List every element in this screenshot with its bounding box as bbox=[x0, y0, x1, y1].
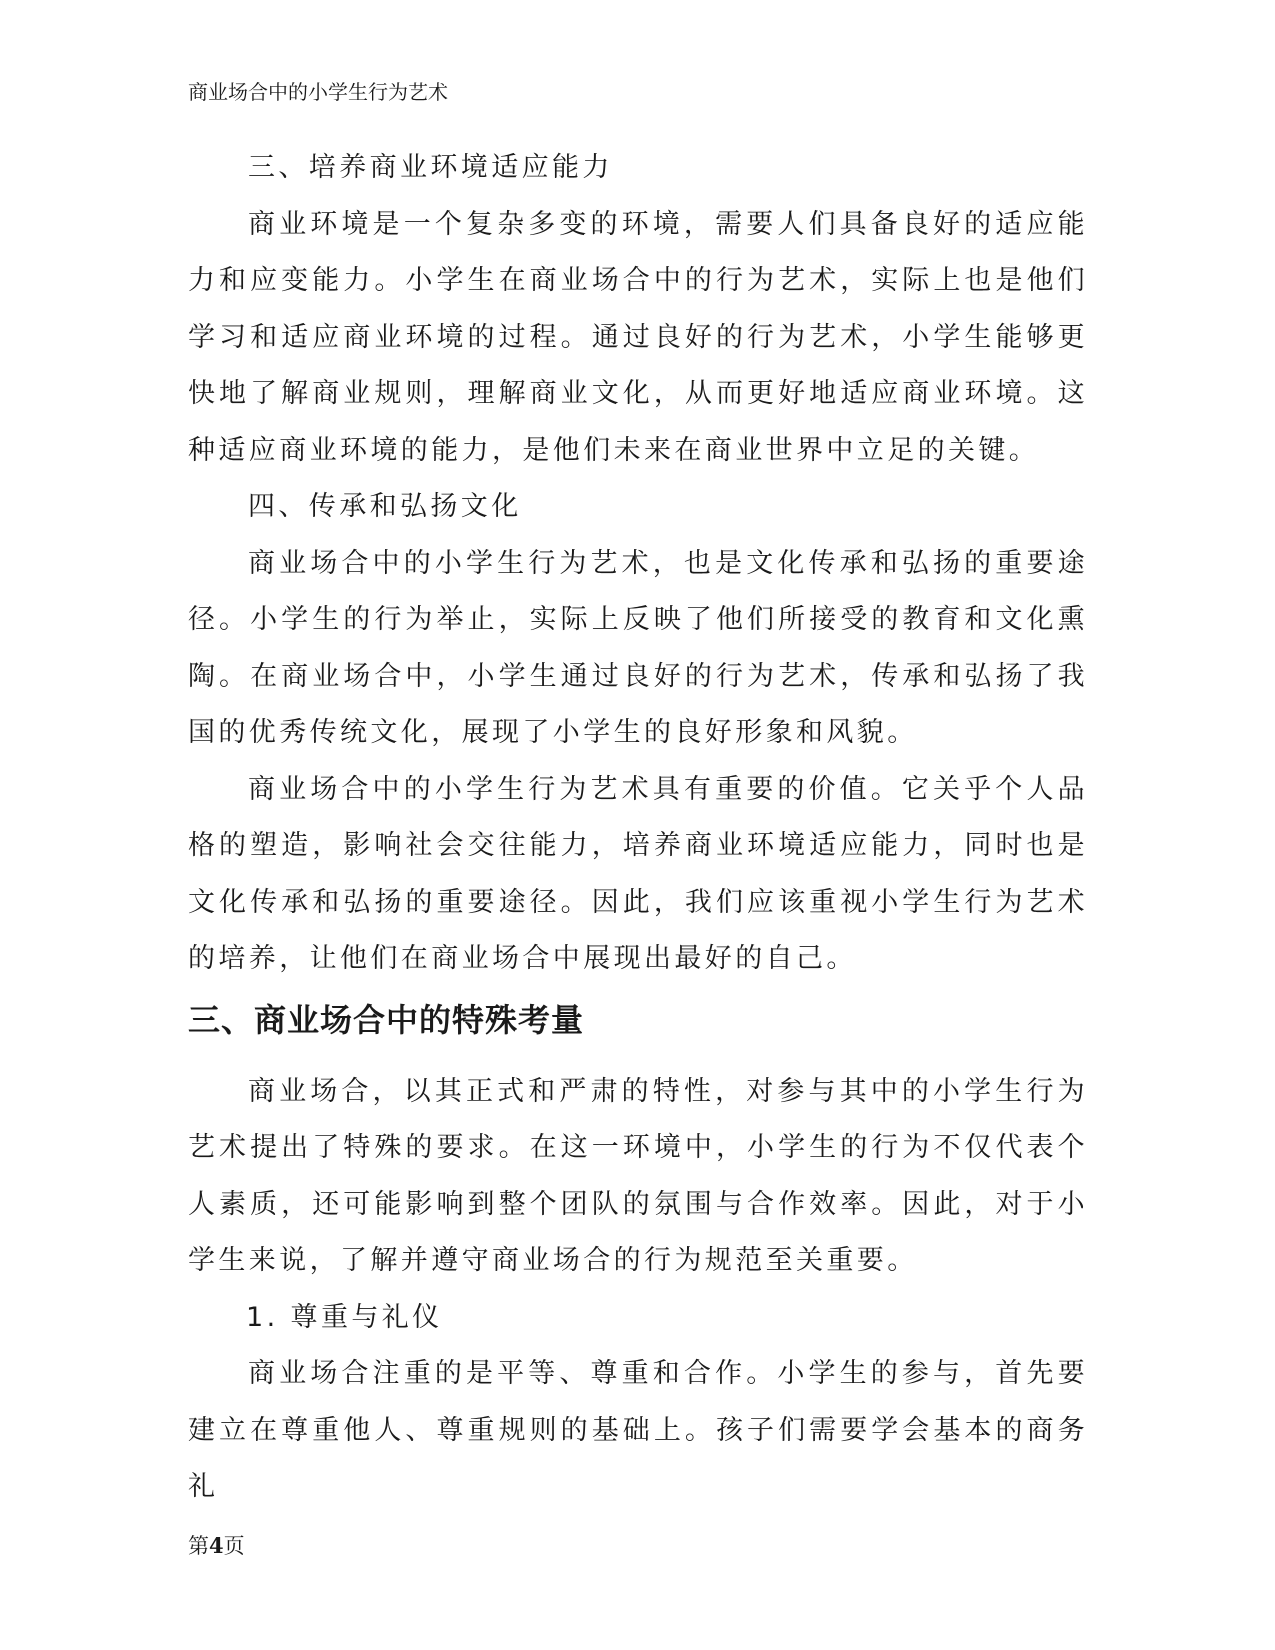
sub-heading-culture-heritage: 四、传承和弘扬文化 bbox=[248, 491, 522, 522]
paragraph-adaptability: 商业环境是一个复杂多变的环境，需要人们具备良好的适应能力和应变能力。小学生在商业场合中的行为艺术，实际上也是他们学习和适应商业环境的过程。通过良好的行为艺术，小学生能够更快地了解商业规则，理解商业文化，从而更好地适应商业环境。这种适应商业环境的能力，是他们未来在商业世界中立足的关键。 bbox=[188, 208, 1088, 466]
page-label-prefix: 第 bbox=[188, 1534, 209, 1558]
page-footer bbox=[188, 1531, 245, 1561]
section-heading-special-considerations: 三、商业场合中的特殊考量 bbox=[188, 1000, 585, 1039]
numbered-item-respect-etiquette: 1. 尊重与礼仪 bbox=[246, 1301, 443, 1333]
paragraph-culture-heritage: 商业场合中的小学生行为艺术，也是文化传承和弘扬的重要途径。小学生的行为举止，实际上反映了他们所接受的教育和文化熏陶。在商业场合中，小学生通过良好的行为艺术，传承和弘扬了我国的优秀传统文化，展现了小学生的良好形象和风貌。 bbox=[188, 547, 1088, 748]
page-label-suffix: 页 bbox=[223, 1534, 245, 1558]
paragraph-special-requirements: 商业场合，以其正式和严肃的特性，对参与其中的小学生行为艺术提出了特殊的要求。在这一环境中，小学生的行为不仅代表个人素质，还可能影响到整个团队的氛围与合作效率。因此，对于小学生来说，了解并遵守商业场合的行为规范至关重要。 bbox=[188, 1075, 1088, 1276]
paragraph-respect-etiquette: 商业场合注重的是平等、尊重和合作。小学生的参与，首先要建立在尊重他人、尊重规则的基础上。孩子们需要学会基本的商务礼 bbox=[188, 1358, 1088, 1502]
sub-heading-cultivate-adaptability: 三、培养商业环境适应能力 bbox=[248, 152, 613, 183]
body-text bbox=[188, 140, 1088, 1516]
page-number: 4 bbox=[209, 1533, 224, 1558]
running-header: 商业场合中的小学生行为艺术 bbox=[188, 80, 448, 104]
paragraph-summary: 商业场合中的小学生行为艺术具有重要的价值。它关乎个人品格的塑造，影响社会交往能力，培养商业环境适应能力，同时也是文化传承和弘扬的重要途径。因此，我们应该重视小学生行为艺术的培养，让他们在商业场合中展现出最好的自己。 bbox=[188, 773, 1088, 974]
